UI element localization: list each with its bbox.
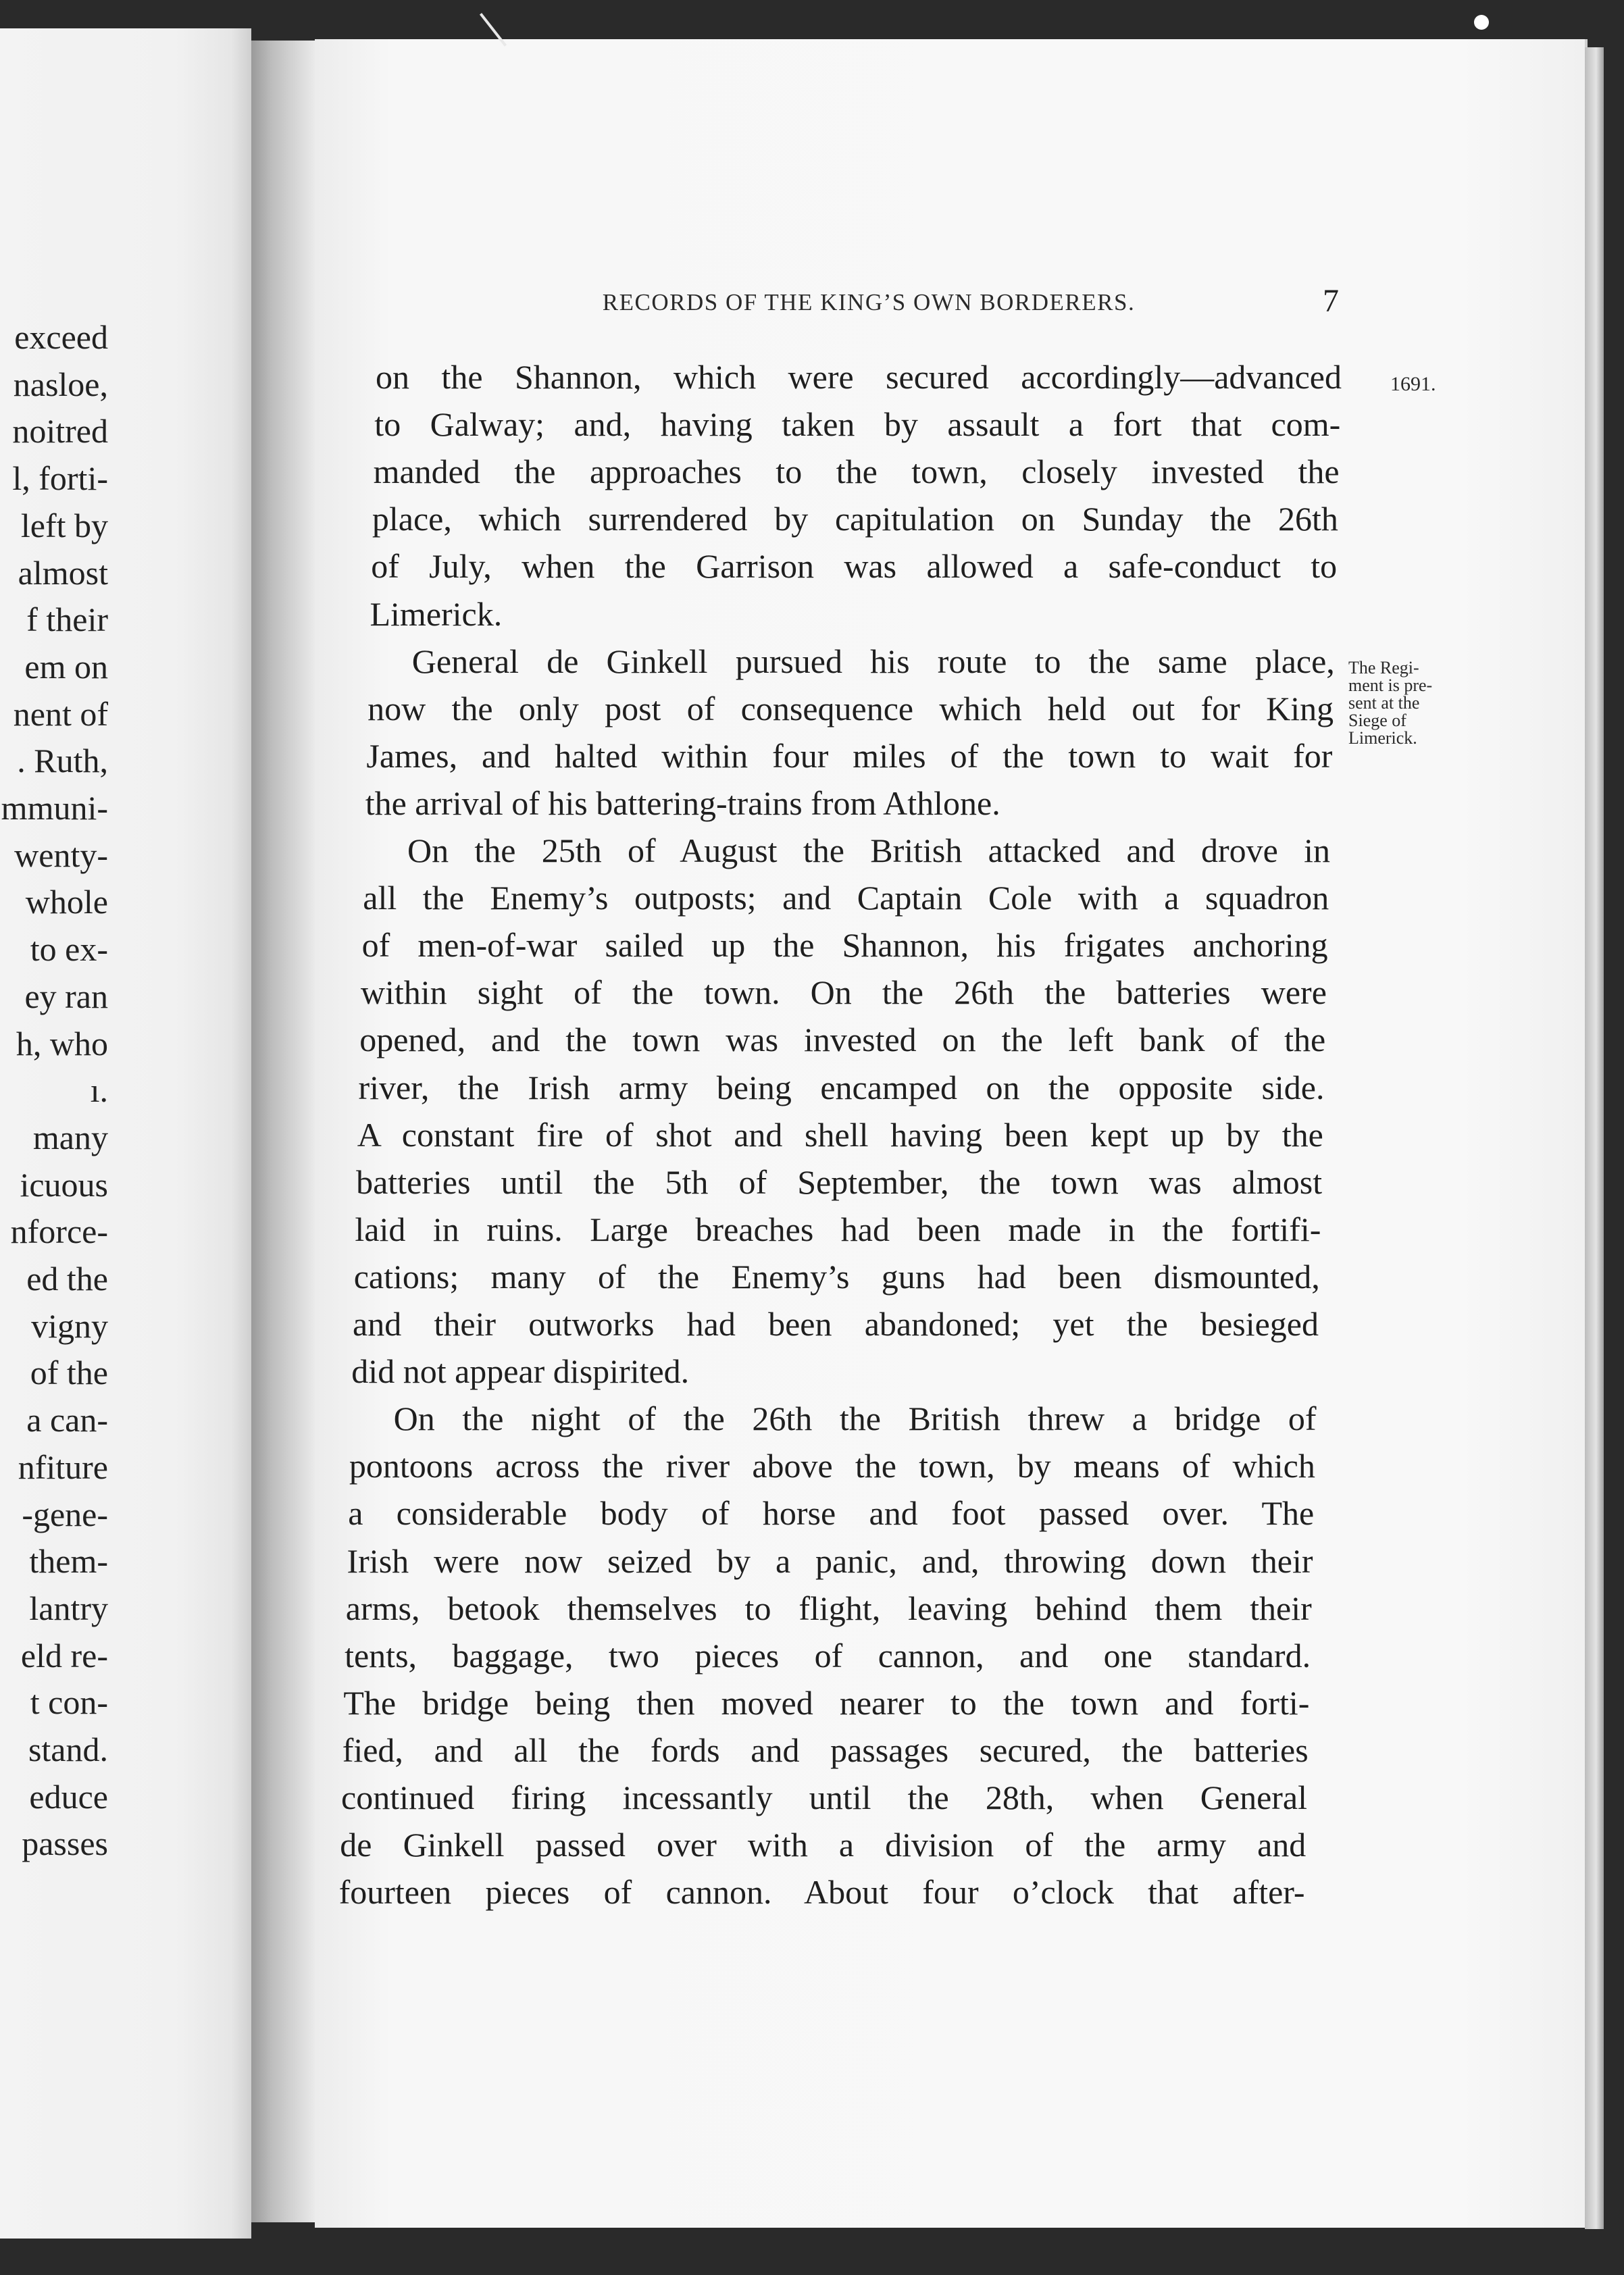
body-line: opened, and the town was invested on the left bank of the <box>359 1021 1326 1059</box>
left-page-line: nent of <box>13 694 108 733</box>
left-page-line: exceed <box>14 318 108 356</box>
body-line: now the only post of consequence which held out for King <box>367 689 1334 727</box>
body-line: fied, and all the fords and passages secured, the batteries <box>342 1731 1309 1769</box>
left-page-line: of the <box>30 1354 108 1392</box>
left-page-line: stand. <box>28 1731 108 1768</box>
left-page-line: l, forti- <box>12 459 108 498</box>
left-page-line: a can- <box>26 1401 108 1439</box>
body-line: the arrival of his battering-trains from Athlone. <box>365 784 1000 822</box>
left-page-line: to ex- <box>30 930 108 969</box>
left-page-line: passes <box>22 1824 108 1863</box>
body-line: place, which surrendered by capitulation on Sunday the 26th <box>372 500 1338 538</box>
body-line: all the Enemy’s outposts; and Captain Cole with a squadron <box>363 879 1329 917</box>
margin-note-line: Limerick. <box>1348 728 1417 748</box>
left-page-line: them- <box>29 1542 108 1581</box>
left-page-line: almost <box>18 553 108 592</box>
body-line: The bridge being then moved nearer to the town and forti- <box>343 1683 1310 1722</box>
left-page-line: f their <box>26 600 108 639</box>
left-page-line: . Ruth, <box>17 742 108 780</box>
body-line: did not appear dispirited. <box>351 1352 690 1391</box>
left-page-line: ed the <box>26 1260 108 1298</box>
body-line: a considerable body of horse and foot passed over. The <box>348 1494 1315 1533</box>
left-page-line: mmuni- <box>1 789 108 827</box>
body-line: within sight of the town. On the 26th the batteries were <box>360 973 1327 1012</box>
body-line: of men-of-war sailed up the Shannon, his frigates anchoring <box>361 926 1328 965</box>
left-page-line: lantry <box>29 1589 108 1627</box>
body-line: General de Ginkell pursued his route to the same place, <box>411 642 1335 680</box>
left-page-line: nfiture <box>18 1448 108 1486</box>
margin-note-line: The Regi- <box>1348 658 1419 678</box>
left-page-line: icuous <box>20 1165 108 1204</box>
left-page-line: educe <box>29 1777 108 1816</box>
body-line: On the night of the 26th the British threw a bridge of <box>393 1400 1317 1438</box>
left-page-line: nforce- <box>10 1212 108 1251</box>
left-page-line: whole <box>25 883 108 921</box>
left-page-line: many <box>32 1118 108 1156</box>
body-line: Irish were now seized by a panic, and, throwing down their <box>347 1541 1313 1580</box>
body-line: and their outworks had been abandoned; yet the besieged <box>353 1305 1319 1343</box>
margin-note-line: sent at the <box>1348 693 1420 713</box>
left-page-line: nasloe, <box>13 365 108 403</box>
body-line: to Galway; and, having taken by assault a fort that com- <box>374 405 1341 444</box>
body-line: de Ginkell passed over with a division of the army and <box>340 1826 1306 1864</box>
body-line: fourteen pieces of cannon. About four o’clock that after- <box>338 1873 1305 1912</box>
left-page-line: eld re- <box>20 1636 108 1675</box>
left-page-line: t con- <box>30 1683 108 1722</box>
body-line: James, and halted within four miles of the town to wait for <box>366 736 1333 775</box>
running-head: RECORDS OF THE KING’S OWN BORDERERS. <box>602 289 1136 315</box>
margin-note-line: Siege of <box>1348 711 1406 730</box>
left-page-line: vigny <box>31 1306 108 1345</box>
body-line: cations; many of the Enemy’s guns had been dismounted, <box>353 1257 1320 1296</box>
body-line: batteries until the 5th of September, the town was almost <box>356 1162 1323 1201</box>
left-page-line: h, who <box>16 1024 108 1063</box>
margin-note-line: ment is pre- <box>1348 675 1433 695</box>
body-line: of July, when the Garrison was allowed a safe-conduct to <box>371 547 1338 586</box>
scan-speck <box>1474 15 1489 30</box>
left-page-line: wenty- <box>14 836 108 874</box>
left-page-line: ı. <box>90 1071 108 1110</box>
body-line: continued firing incessantly until the 28th, when General <box>341 1779 1307 1816</box>
body-line: pontoons across the river above the town, by means of which <box>349 1447 1315 1485</box>
margin-year: 1691. <box>1390 373 1436 395</box>
left-page-line: left by <box>20 506 108 544</box>
body-line: On the 25th of August the British attacked and drove in <box>407 832 1330 869</box>
left-page-line: em on <box>24 647 108 686</box>
page-number: 7 <box>1323 283 1339 319</box>
body-line: on the Shannon, which were secured accordingly—advanced <box>376 358 1342 396</box>
body-line: tents, baggage, two pieces of cannon, and one standard. <box>345 1636 1311 1675</box>
body-line: arms, betook themselves to flight, leaving behind them their <box>345 1589 1312 1627</box>
body-line: A constant fire of shot and shell having been kept up by the <box>357 1115 1323 1154</box>
left-page-line: ey ran <box>24 977 108 1015</box>
left-page-line: -gene- <box>22 1495 108 1533</box>
body-line: Limerick. <box>370 594 503 633</box>
body-line: laid in ruins. Large breaches had been made in the fortifi- <box>355 1210 1321 1248</box>
body-line: manded the approaches to the town, closely invested the <box>373 453 1340 491</box>
left-page-line: noitred <box>12 412 108 451</box>
body-line: river, the Irish army being encamped on the opposite side. <box>358 1068 1325 1106</box>
